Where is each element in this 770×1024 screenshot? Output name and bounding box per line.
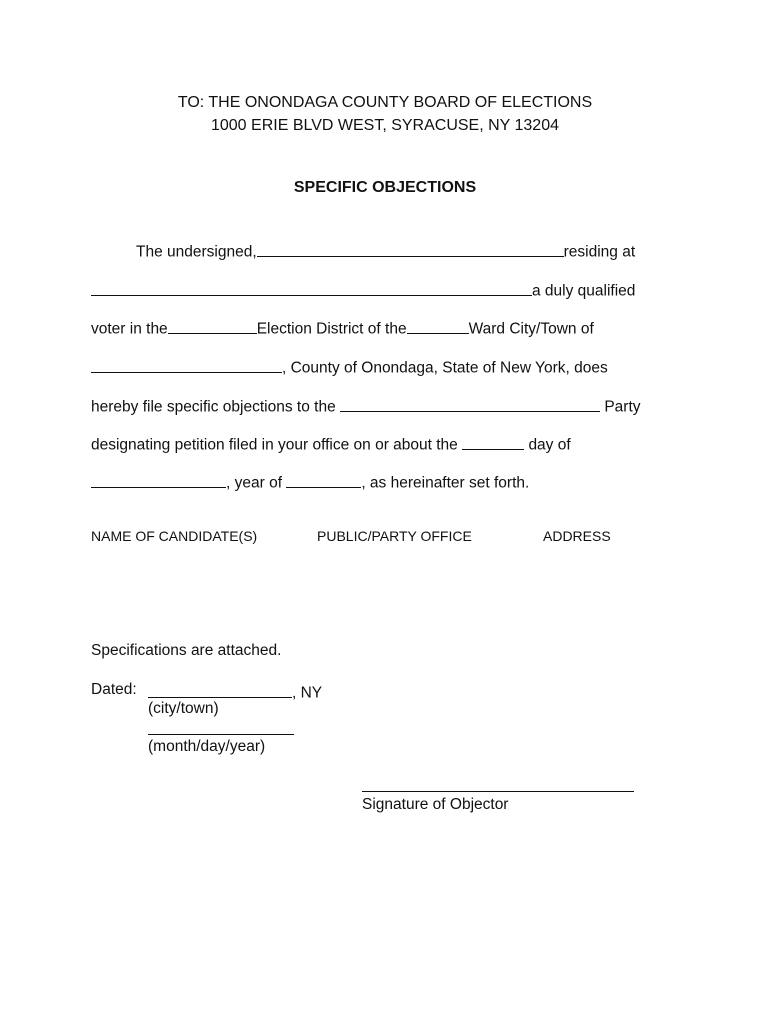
column-header-office: PUBLIC/PARTY OFFICE	[317, 528, 472, 544]
election-district-field[interactable]	[168, 317, 257, 334]
party-field[interactable]	[340, 395, 600, 412]
qualified-label: a duly qualified	[532, 282, 636, 300]
dated-line	[91, 681, 137, 699]
body-line-2	[91, 279, 635, 301]
voter-label: voter in the	[91, 320, 168, 338]
addressee-address: 1000 ERIE BLVD WEST, SYRACUSE, NY 13204	[210, 117, 559, 134]
body-line-5	[91, 395, 641, 417]
column-header-address: ADDRESS	[543, 528, 611, 544]
party-label: Party	[604, 398, 641, 416]
date-line	[148, 718, 294, 740]
city-town-caption: (city/town)	[148, 700, 219, 717]
ward-label: Ward City/Town of	[468, 320, 594, 338]
date-field[interactable]	[148, 718, 294, 735]
page-title: SPECIFIC OBJECTIONS	[293, 179, 477, 196]
body-line-3	[91, 317, 594, 339]
signature-field[interactable]	[362, 775, 634, 792]
dated-city-field[interactable]	[148, 681, 292, 698]
residing-label: residing at	[563, 243, 636, 261]
body-line-6	[91, 433, 571, 455]
residence-field[interactable]	[91, 279, 532, 296]
ward-field[interactable]	[407, 317, 469, 334]
county-label: , County of Onondaga, State of New York, does	[282, 359, 608, 377]
dated-label: Dated:	[91, 681, 137, 698]
column-header-candidate: NAME OF CANDIDATE(S)	[91, 528, 258, 544]
body-line-1	[136, 240, 635, 262]
year-field[interactable]	[286, 471, 361, 488]
body-line-4	[91, 356, 608, 378]
objector-name-field[interactable]	[257, 240, 564, 257]
addressee-line: TO: THE ONONDAGA COUNTY BOARD OF ELECTIONS	[177, 94, 593, 111]
ny-label: , NY	[292, 684, 323, 702]
petition-label: designating petition filed in your office on or about the	[91, 436, 458, 454]
body-line-7	[91, 471, 529, 493]
district-label: Election District of the	[256, 320, 407, 338]
set-forth-label: , as hereinafter set forth.	[361, 474, 530, 492]
undersigned-label: The undersigned,	[136, 243, 257, 261]
year-label: , year of	[226, 474, 282, 492]
signature-caption: Signature of Objector	[362, 796, 509, 813]
specifications-note: Specifications are attached.	[91, 642, 282, 659]
objections-label: hereby file specific objections to the	[91, 398, 336, 416]
day-field[interactable]	[462, 433, 524, 450]
date-caption: (month/day/year)	[148, 738, 266, 755]
signature-line	[362, 775, 634, 797]
month-field[interactable]	[91, 471, 226, 488]
city-town-field[interactable]	[91, 356, 282, 373]
day-of-label: day of	[528, 436, 571, 454]
